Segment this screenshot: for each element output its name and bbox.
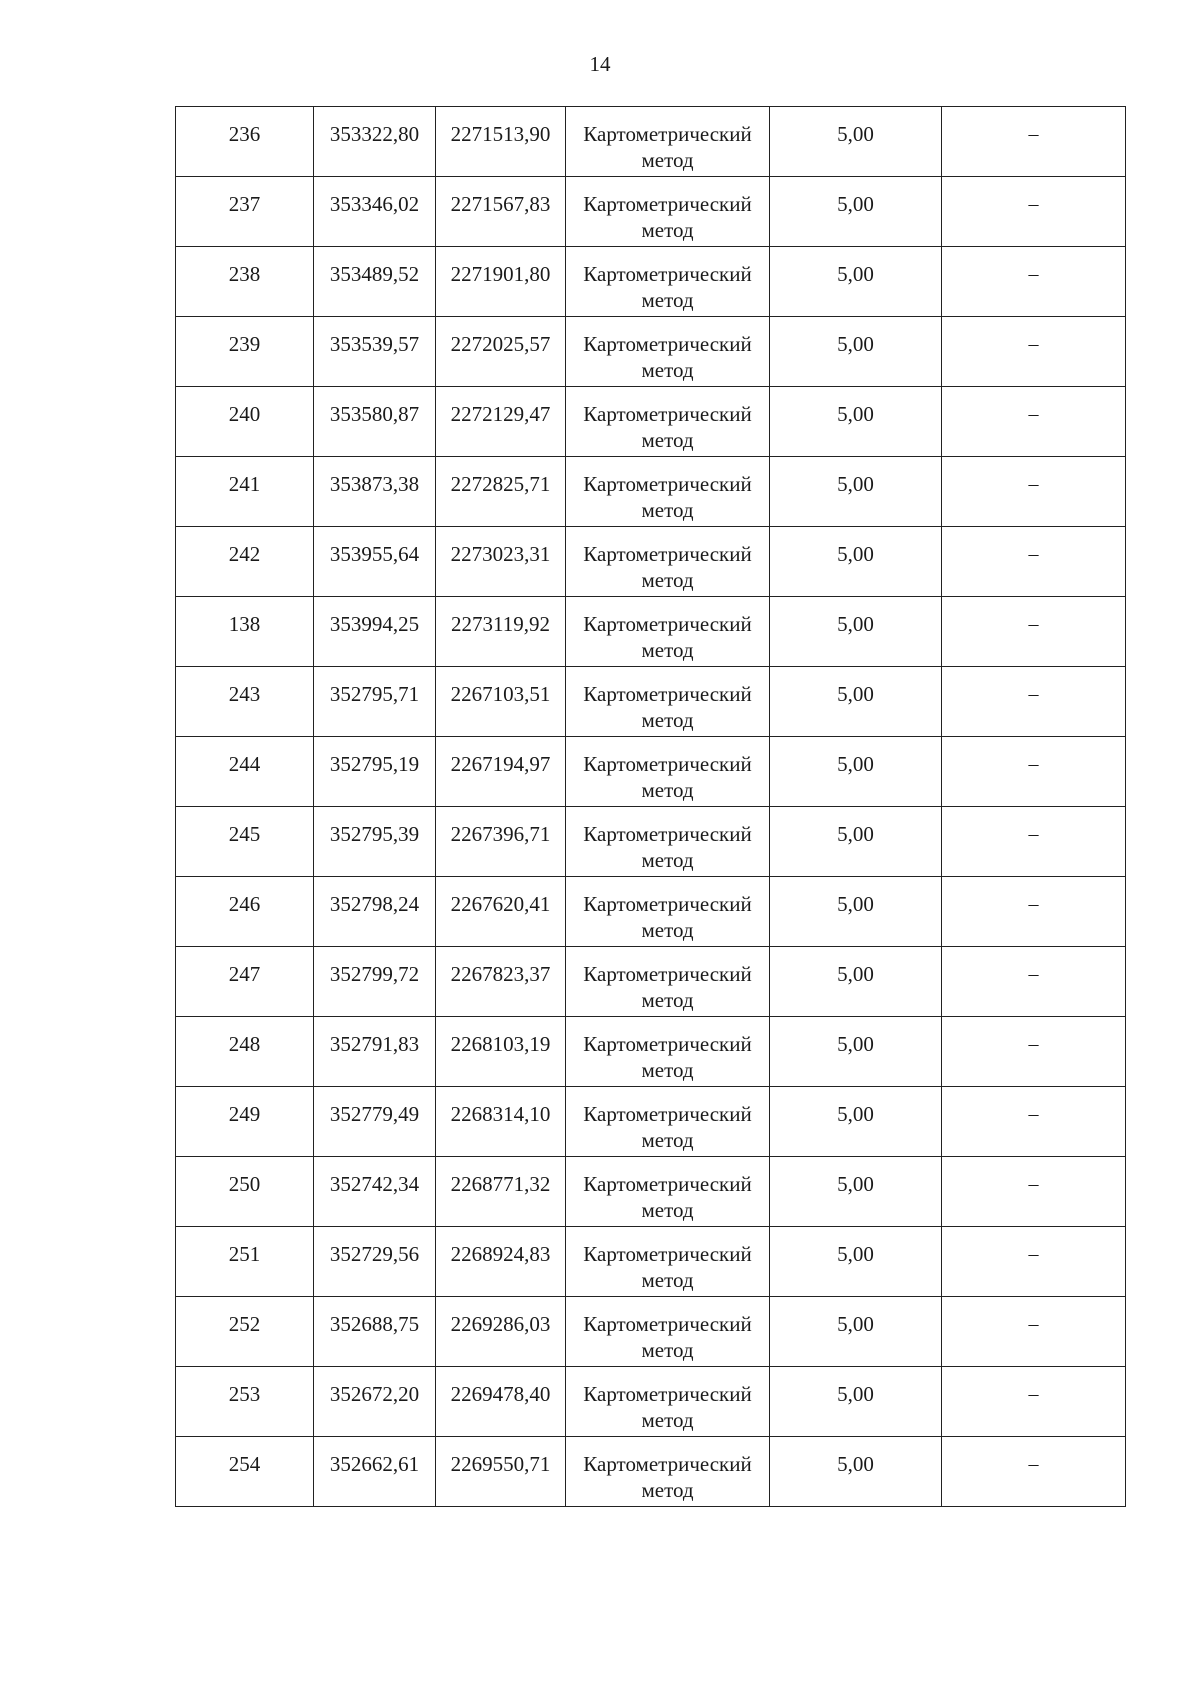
dash-cell: – [942,1087,1126,1157]
y-coordinate-cell: 2273023,31 [436,527,566,597]
accuracy-cell: 5,00 [770,1367,942,1437]
table-row [176,387,1126,457]
method-cell: Картометрический метод [566,387,770,457]
point-number-cell: 242 [176,527,314,597]
point-number-cell: 254 [176,1437,314,1507]
y-coordinate-cell: 2267396,71 [436,807,566,877]
point-number-cell: 241 [176,457,314,527]
method-cell: Картометрический метод [566,247,770,317]
dash-cell: – [942,317,1126,387]
point-number-cell: 247 [176,947,314,1017]
point-number-cell: 244 [176,737,314,807]
table-row [176,1437,1126,1507]
table-row [176,597,1126,667]
point-number-cell: 245 [176,807,314,877]
x-coordinate-cell: 352742,34 [314,1157,436,1227]
point-number-cell: 251 [176,1227,314,1297]
method-cell: Картометрический метод [566,1367,770,1437]
dash-cell: – [942,107,1126,177]
y-coordinate-cell: 2273119,92 [436,597,566,667]
method-cell: Картометрический метод [566,1157,770,1227]
coordinates-table [175,106,1126,1507]
x-coordinate-cell: 352799,72 [314,947,436,1017]
table-row [176,107,1126,177]
table-row [176,1087,1126,1157]
accuracy-cell: 5,00 [770,947,942,1017]
table-row [176,527,1126,597]
x-coordinate-cell: 353994,25 [314,597,436,667]
dash-cell: – [942,1367,1126,1437]
accuracy-cell: 5,00 [770,457,942,527]
dash-cell: – [942,527,1126,597]
table-row [176,737,1126,807]
y-coordinate-cell: 2271901,80 [436,247,566,317]
table-row [176,877,1126,947]
dash-cell: – [942,1017,1126,1087]
method-cell: Картометрический метод [566,947,770,1017]
point-number-cell: 249 [176,1087,314,1157]
table-row [176,457,1126,527]
table-row [176,177,1126,247]
accuracy-cell: 5,00 [770,247,942,317]
dash-cell: – [942,877,1126,947]
dash-cell: – [942,457,1126,527]
x-coordinate-cell: 352798,24 [314,877,436,947]
dash-cell: – [942,667,1126,737]
method-cell: Картометрический метод [566,737,770,807]
point-number-cell: 138 [176,597,314,667]
x-coordinate-cell: 352795,39 [314,807,436,877]
method-cell: Картометрический метод [566,1087,770,1157]
y-coordinate-cell: 2272129,47 [436,387,566,457]
point-number-cell: 250 [176,1157,314,1227]
method-cell: Картометрический метод [566,1227,770,1297]
point-number-cell: 236 [176,107,314,177]
point-number-cell: 238 [176,247,314,317]
method-cell: Картометрический метод [566,317,770,387]
method-cell: Картометрический метод [566,597,770,667]
dash-cell: – [942,177,1126,247]
x-coordinate-cell: 353346,02 [314,177,436,247]
x-coordinate-cell: 353489,52 [314,247,436,317]
accuracy-cell: 5,00 [770,1017,942,1087]
table-row [176,317,1126,387]
table-row [176,667,1126,737]
point-number-cell: 240 [176,387,314,457]
dash-cell: – [942,737,1126,807]
point-number-cell: 243 [176,667,314,737]
y-coordinate-cell: 2269550,71 [436,1437,566,1507]
dash-cell: – [942,1437,1126,1507]
accuracy-cell: 5,00 [770,1437,942,1507]
x-coordinate-cell: 352795,71 [314,667,436,737]
page-number: 14 [589,52,611,76]
y-coordinate-cell: 2272025,57 [436,317,566,387]
method-cell: Картометрический метод [566,177,770,247]
point-number-cell: 237 [176,177,314,247]
y-coordinate-cell: 2268924,83 [436,1227,566,1297]
y-coordinate-cell: 2272825,71 [436,457,566,527]
method-cell: Картометрический метод [566,807,770,877]
x-coordinate-cell: 353580,87 [314,387,436,457]
accuracy-cell: 5,00 [770,317,942,387]
accuracy-cell: 5,00 [770,737,942,807]
dash-cell: – [942,247,1126,317]
dash-cell: – [942,947,1126,1017]
point-number-cell: 248 [176,1017,314,1087]
method-cell: Картометрический метод [566,667,770,737]
accuracy-cell: 5,00 [770,877,942,947]
x-coordinate-cell: 352791,83 [314,1017,436,1087]
method-cell: Картометрический метод [566,457,770,527]
method-cell: Картометрический метод [566,1017,770,1087]
point-number-cell: 252 [176,1297,314,1367]
dash-cell: – [942,1157,1126,1227]
x-coordinate-cell: 352672,20 [314,1367,436,1437]
dash-cell: – [942,807,1126,877]
method-cell: Картометрический метод [566,107,770,177]
coordinates-table-body [176,107,1126,1507]
accuracy-cell: 5,00 [770,387,942,457]
table-row [176,247,1126,317]
x-coordinate-cell: 353539,57 [314,317,436,387]
table-row [176,1157,1126,1227]
accuracy-cell: 5,00 [770,177,942,247]
x-coordinate-cell: 352688,75 [314,1297,436,1367]
accuracy-cell: 5,00 [770,1227,942,1297]
dash-cell: – [942,1227,1126,1297]
method-cell: Картометрический метод [566,527,770,597]
dash-cell: – [942,597,1126,667]
accuracy-cell: 5,00 [770,1157,942,1227]
method-cell: Картометрический метод [566,1297,770,1367]
y-coordinate-cell: 2268103,19 [436,1017,566,1087]
accuracy-cell: 5,00 [770,807,942,877]
accuracy-cell: 5,00 [770,107,942,177]
method-cell: Картометрический метод [566,877,770,947]
x-coordinate-cell: 352729,56 [314,1227,436,1297]
y-coordinate-cell: 2267194,97 [436,737,566,807]
table-row [176,1367,1126,1437]
x-coordinate-cell: 353955,64 [314,527,436,597]
dash-cell: – [942,387,1126,457]
table-row [176,947,1126,1017]
point-number-cell: 239 [176,317,314,387]
table-row [176,1227,1126,1297]
x-coordinate-cell: 352779,49 [314,1087,436,1157]
y-coordinate-cell: 2268771,32 [436,1157,566,1227]
y-coordinate-cell: 2267620,41 [436,877,566,947]
accuracy-cell: 5,00 [770,527,942,597]
point-number-cell: 246 [176,877,314,947]
y-coordinate-cell: 2268314,10 [436,1087,566,1157]
accuracy-cell: 5,00 [770,597,942,667]
y-coordinate-cell: 2271567,83 [436,177,566,247]
x-coordinate-cell: 353322,80 [314,107,436,177]
y-coordinate-cell: 2269478,40 [436,1367,566,1437]
y-coordinate-cell: 2267103,51 [436,667,566,737]
x-coordinate-cell: 352662,61 [314,1437,436,1507]
dash-cell: – [942,1297,1126,1367]
accuracy-cell: 5,00 [770,1297,942,1367]
y-coordinate-cell: 2269286,03 [436,1297,566,1367]
y-coordinate-cell: 2271513,90 [436,107,566,177]
method-cell: Картометрический метод [566,1437,770,1507]
x-coordinate-cell: 352795,19 [314,737,436,807]
accuracy-cell: 5,00 [770,1087,942,1157]
accuracy-cell: 5,00 [770,667,942,737]
y-coordinate-cell: 2267823,37 [436,947,566,1017]
table-row [176,807,1126,877]
point-number-cell: 253 [176,1367,314,1437]
x-coordinate-cell: 353873,38 [314,457,436,527]
table-row [176,1297,1126,1367]
table-row [176,1017,1126,1087]
